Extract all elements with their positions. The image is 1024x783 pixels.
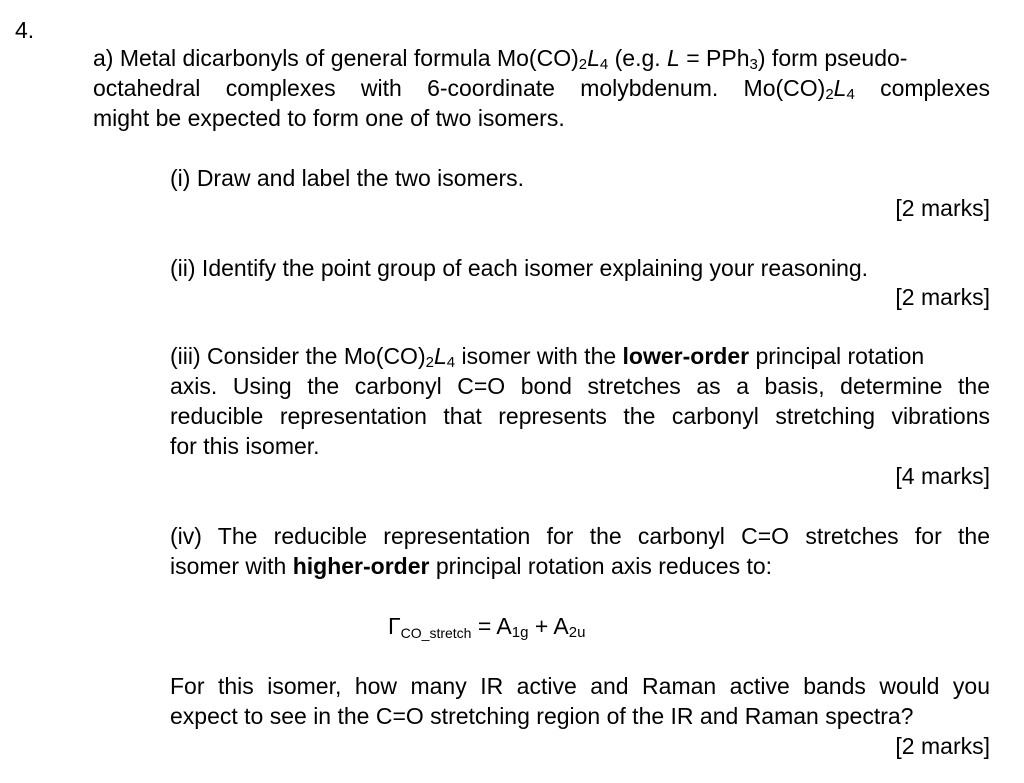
question-number: 4. (15, 17, 35, 43)
question-ii-marks: [2 marks] (895, 284, 990, 310)
gamma-equation: ΓCO_stretch = $A_{1g} + A_{2u}$ (388, 613, 586, 641)
intro-word: with (360, 75, 402, 101)
question-iii-line-2: axis. Using the carbonyl C=O bond stretches as a basis, determine the (170, 373, 990, 399)
question-iii-line-4: for this isomer. (170, 433, 320, 459)
intro-word: complexes (225, 75, 336, 101)
question-iii-line-3: reducible representation that represents the carbonyl stretching vibrations (170, 403, 990, 429)
question-iii-marks: [4 marks] (895, 463, 990, 489)
intro-formula: $Mo(CO)_2L_4$ (743, 75, 855, 103)
question-iv-marks: [2 marks] (895, 733, 990, 759)
question-iv-line-2: isomer with higher-order principal rotation axis reduces to: (170, 553, 773, 579)
question-i-marks: [2 marks] (895, 195, 990, 221)
question-iv-line-3: For this isomer, how many IR active and Raman active bands would you (170, 673, 990, 699)
question-iv-line-1: (iv) The reducible representation for the carbonyl C=O stretches for the (170, 523, 990, 549)
question-iii-line-1-text: (iii) Consider the $Mo(CO)_2L_4$ isomer with the lower-order principal rotation (170, 343, 925, 371)
intro-word: 6-coordinate (427, 75, 555, 101)
question-iii-line-1 (170, 341, 990, 371)
intro-line-3: might be expected to form one of two isomers. (93, 105, 565, 131)
intro-line-2 (93, 73, 990, 103)
intro-word: molybdenum. (580, 75, 719, 101)
intro-line-1-text: a) Metal dicarbonyls of general formula $Mo(CO)_2L_4$ (e.g. L = PPh$_3$) form pseudo- (93, 45, 908, 73)
question-iv-line-4: expect to see in the C=O stretching region of the IR and Raman spectra? (170, 703, 914, 729)
intro-line-1 (93, 43, 990, 73)
question-ii-text: (ii) Identify the point group of each isomer explaining your reasoning. (170, 255, 869, 281)
intro-word: complexes (880, 75, 990, 101)
intro-word: octahedral (93, 75, 201, 101)
question-i-text: (i) Draw and label the two isomers. (170, 165, 525, 191)
